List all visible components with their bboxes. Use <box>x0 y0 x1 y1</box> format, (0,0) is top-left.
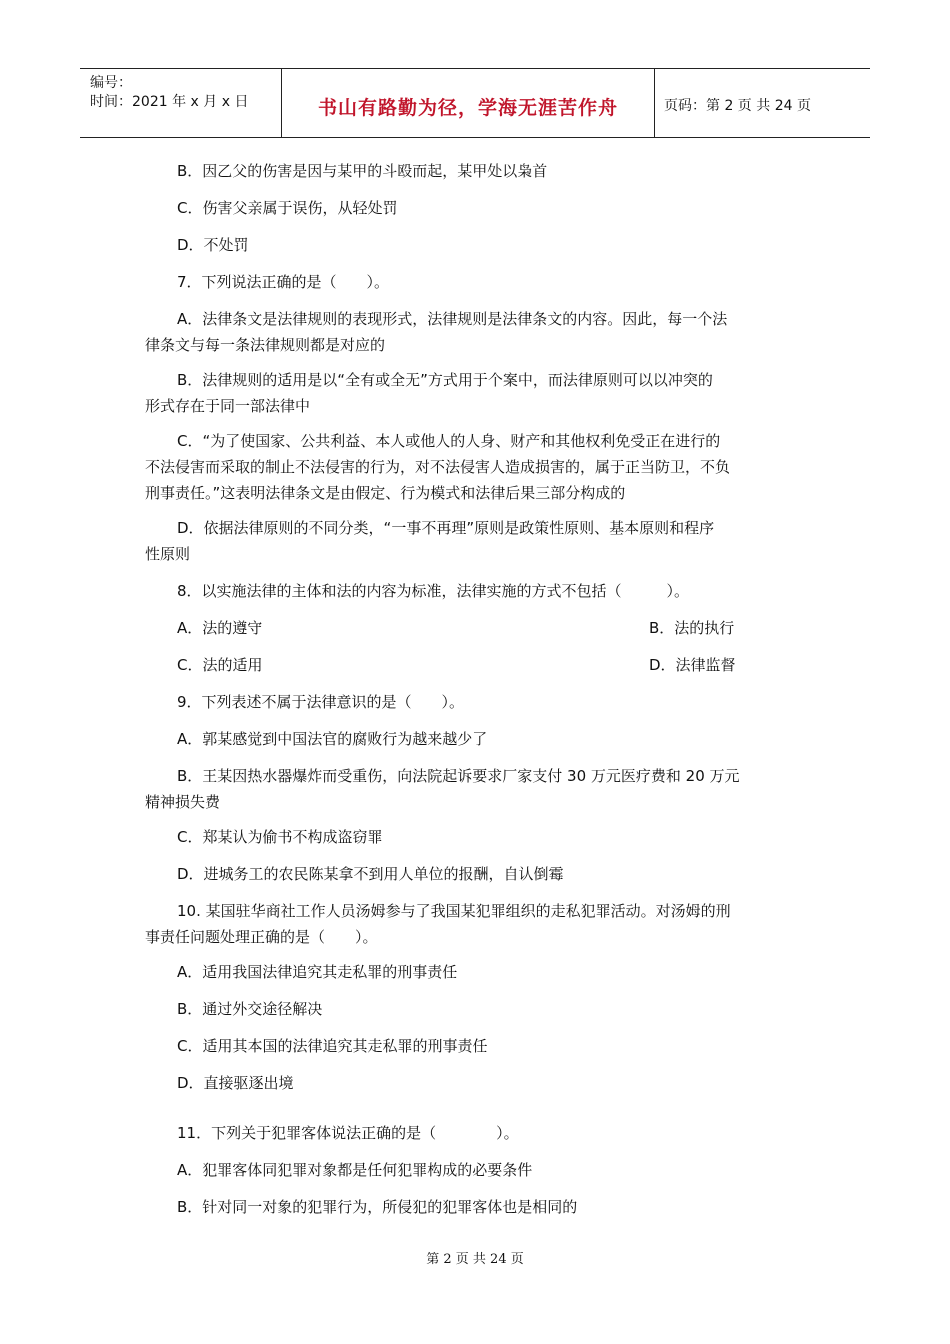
option-continuation: 形式存在于同一部法律中 <box>145 397 311 415</box>
option-line: D．直接驱逐出境 <box>177 1074 294 1092</box>
option-line: D．法律监督 <box>649 656 736 674</box>
question-8: 8．以实施法律的主体和法的内容为标准，法律实施的方式不包括（ ）。 <box>177 582 690 600</box>
header-motto: 书山有路勤为径，学海无涯苦作舟 <box>317 97 618 119</box>
option-continuation: 精神损失费 <box>145 793 221 811</box>
page-header <box>80 68 870 138</box>
question-continuation: 事责任问题处理正确的是（ ）。 <box>145 928 378 946</box>
option-continuation: 律条文与每一条法律规则都是对应的 <box>145 336 386 354</box>
option-line: C．适用其本国的法律追究其走私罪的刑事责任 <box>177 1037 488 1055</box>
option-continuation: 不法侵害而采取的制止不法侵害的行为，对不法侵害人造成损害的，属于正当防卫，不负 <box>145 458 731 476</box>
option-line: A．法律条文是法律规则的表现形式，法律规则是法律条文的内容。因此，每一个法 <box>177 310 728 328</box>
header-meta-cell <box>80 69 281 137</box>
header-page-cell <box>654 69 870 137</box>
question-11: 11．下列关于犯罪客体说法正确的是（ ）。 <box>177 1124 519 1142</box>
option-line: C．郑某认为偷书不构成盗窃罪 <box>177 828 383 846</box>
option-line: A．犯罪客体同犯罪对象都是任何犯罪构成的必要条件 <box>177 1161 533 1179</box>
question-10: 10. 某国驻华商社工作人员汤姆参与了我国某犯罪组织的走私犯罪活动。对汤姆的刑 <box>177 902 731 920</box>
option-line: B．针对同一对象的犯罪行为，所侵犯的犯罪客体也是相同的 <box>177 1198 578 1216</box>
document-date: 时间：2021 年 x 月 x 日 <box>90 94 249 110</box>
header-page-info: 页码：第 2 页 共 24 页 <box>664 98 811 114</box>
option-line: B．法律规则的适用是以“全有或全无”方式用于个案中，而法律原则可以以冲突的 <box>177 371 713 389</box>
question-7: 7．下列说法正确的是（ ）。 <box>177 273 390 291</box>
option-line: C．伤害父亲属于误伤，从轻处罚 <box>177 199 398 217</box>
option-line: C．“为了使国家、公共利益、本人或他人的人身、财产和其他权利免受正在进行的 <box>177 432 721 450</box>
option-continuation: 刑事责任。”这表明法律条文是由假定、行为模式和法律后果三部分构成的 <box>145 484 626 502</box>
option-line: B．法的执行 <box>649 619 735 637</box>
option-line: D．进城务工的农民陈某拿不到用人单位的报酬，自认倒霉 <box>177 865 564 883</box>
option-line: B．通过外交途径解决 <box>177 1000 323 1018</box>
page-footer: 第 2 页 共 24 页 <box>426 1252 524 1267</box>
question-9: 9．下列表述不属于法律意识的是（ ）。 <box>177 693 465 711</box>
option-line: A．适用我国法律追究其走私罪的刑事责任 <box>177 963 458 981</box>
option-line: D．依据法律原则的不同分类，“一事不再理”原则是政策性原则、基本原则和程序 <box>177 519 715 537</box>
option-line: B．王某因热水器爆炸而受重伤，向法院起诉要求厂家支付 30 万元医疗费和 20 万元 <box>177 767 740 785</box>
option-line: C．法的适用 <box>177 656 263 674</box>
document-number-label: 编号： <box>90 75 132 91</box>
option-line: B．因乙父的伤害是因与某甲的斗殴而起，某甲处以枭首 <box>177 162 548 180</box>
option-continuation: 性原则 <box>145 545 191 563</box>
option-line: A．郭某感觉到中国法官的腐败行为越来越少了 <box>177 730 488 748</box>
header-motto-cell <box>281 69 655 137</box>
option-line: A．法的遵守 <box>177 619 263 637</box>
option-line: D．不处罚 <box>177 236 249 254</box>
